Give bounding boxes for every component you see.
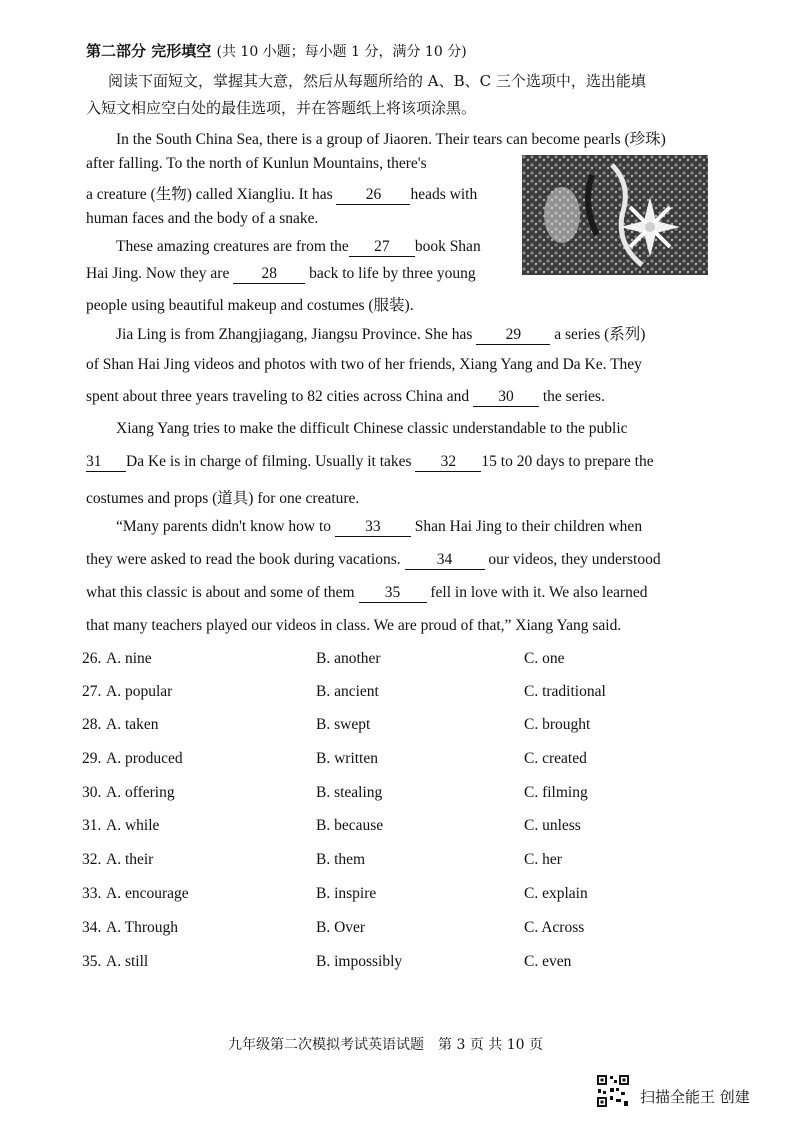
question-number: 29. [82, 750, 102, 767]
option-c: C. one [524, 650, 565, 667]
option-c: C. filming [524, 784, 588, 801]
blank-31: 31 [86, 453, 126, 472]
option-a: A. Through [106, 919, 179, 936]
option-c: C. created [524, 750, 587, 767]
question-number: 30. [82, 784, 102, 801]
passage-line: they were asked to read the book during vacations. 34 our videos, they understood [86, 551, 661, 568]
passage-line: human faces and the body of a snake. [86, 210, 319, 227]
blank-35: 35 [359, 584, 427, 603]
option-a: A. offering [106, 784, 175, 801]
passage-line: Xiang Yang tries to make the difficult Chinese classic understandable to the public [116, 420, 628, 437]
section-scoring: (共 10 小题；每小题 1 分，满分 10 分) [216, 44, 467, 60]
option-c: C. explain [524, 885, 588, 902]
page-footer: 九年级第二次模拟考试英语试题 第 3 页 共 10 页 [228, 1037, 543, 1053]
passage-line: people using beautiful makeup and costumes (服装). [86, 297, 414, 314]
instructions-line-1: 阅读下面短文，掌握其大意，然后从每题所给的 A、B、C 三个选项中，选出能填 [108, 72, 646, 90]
scanner-watermark: 扫描全能王 创建 [640, 1088, 750, 1106]
option-a: A. produced [106, 750, 183, 767]
section-name: 完形填空 [151, 42, 212, 60]
option-b: B. ancient [316, 683, 379, 700]
passage-line: spent about three years traveling to 82 cities across China and 30 the series. [86, 388, 605, 405]
option-b: B. Over [316, 919, 366, 936]
blank-32: 32 [415, 453, 481, 472]
question-number: 31. [82, 817, 102, 834]
option-c: C. Across [524, 919, 585, 936]
question-number: 32. [82, 851, 102, 868]
blank-29: 29 [476, 326, 550, 345]
question-number: 35. [82, 953, 102, 970]
section-title [86, 40, 467, 61]
passage-line: after falling. To the north of Kunlun Mountains, there's [86, 155, 427, 172]
creature-image-icon [522, 155, 708, 275]
option-b: B. written [316, 750, 378, 767]
question-number: 28. [82, 716, 102, 733]
option-a: A. while [106, 817, 160, 834]
option-c: C. traditional [524, 683, 606, 700]
passage-line: what this classic is about and some of them 35 fell in love with it. We also learned [86, 584, 648, 601]
blank-28: 28 [233, 265, 305, 284]
passage-line: costumes and props (道具) for one creature. [86, 490, 360, 507]
instructions-line-2: 入短文相应空白处的最佳选项，并在答题纸上将该项涂黑。 [86, 99, 477, 117]
option-b: B. swept [316, 716, 371, 733]
passage-line: “Many parents didn't know how to 33 Shan Hai Jing to their children when [116, 518, 643, 535]
option-a: A. popular [106, 683, 173, 700]
option-a: A. encourage [106, 885, 189, 902]
option-a: A. their [106, 851, 154, 868]
passage-line: These amazing creatures are from the 27 book Shan [116, 238, 481, 255]
option-b: B. inspire [316, 885, 377, 902]
passage-line: a creature (生物) called Xiangliu. It has 26 heads with [86, 186, 478, 203]
option-b: B. because [316, 817, 384, 834]
option-c: C. unless [524, 817, 581, 834]
question-number: 33. [82, 885, 102, 902]
section-label: 第二部分 [86, 42, 147, 60]
passage-line: Hai Jing. Now they are 28 back to life by three young [86, 265, 476, 282]
option-c: C. even [524, 953, 572, 970]
passage-line: In the South China Sea, there is a group of Jiaoren. Their tears can become pearls (珍珠) [116, 131, 666, 148]
question-number: 34. [82, 919, 102, 936]
option-a: A. still [106, 953, 149, 970]
passage-line: of Shan Hai Jing videos and photos with two of her friends, Xiang Yang and Da Ke. They [86, 356, 642, 373]
option-a: A. taken [106, 716, 159, 733]
blank-33: 33 [335, 518, 411, 537]
option-a: A. nine [106, 650, 152, 667]
question-number: 26. [82, 650, 102, 667]
passage-line: Jia Ling is from Zhangjiagang, Jiangsu Province. She has 29 a series (系列) [116, 326, 646, 343]
passage-line: 31 Da Ke is in charge of filming. Usually it takes 32 15 to 20 days to prepare the [86, 453, 654, 470]
blank-26: 26 [336, 186, 410, 205]
qr-code-icon [596, 1074, 630, 1108]
blank-34: 34 [405, 551, 485, 570]
question-number: 27. [82, 683, 102, 700]
blank-27: 27 [349, 238, 415, 257]
illustration-photo [522, 155, 708, 275]
option-c: C. her [524, 851, 562, 868]
option-b: B. impossibly [316, 953, 403, 970]
option-b: B. them [316, 851, 366, 868]
option-c: C. brought [524, 716, 591, 733]
blank-30: 30 [473, 388, 539, 407]
option-b: B. stealing [316, 784, 383, 801]
passage-line: that many teachers played our videos in class. We are proud of that,” Xiang Yang said. [86, 617, 622, 634]
option-b: B. another [316, 650, 381, 667]
